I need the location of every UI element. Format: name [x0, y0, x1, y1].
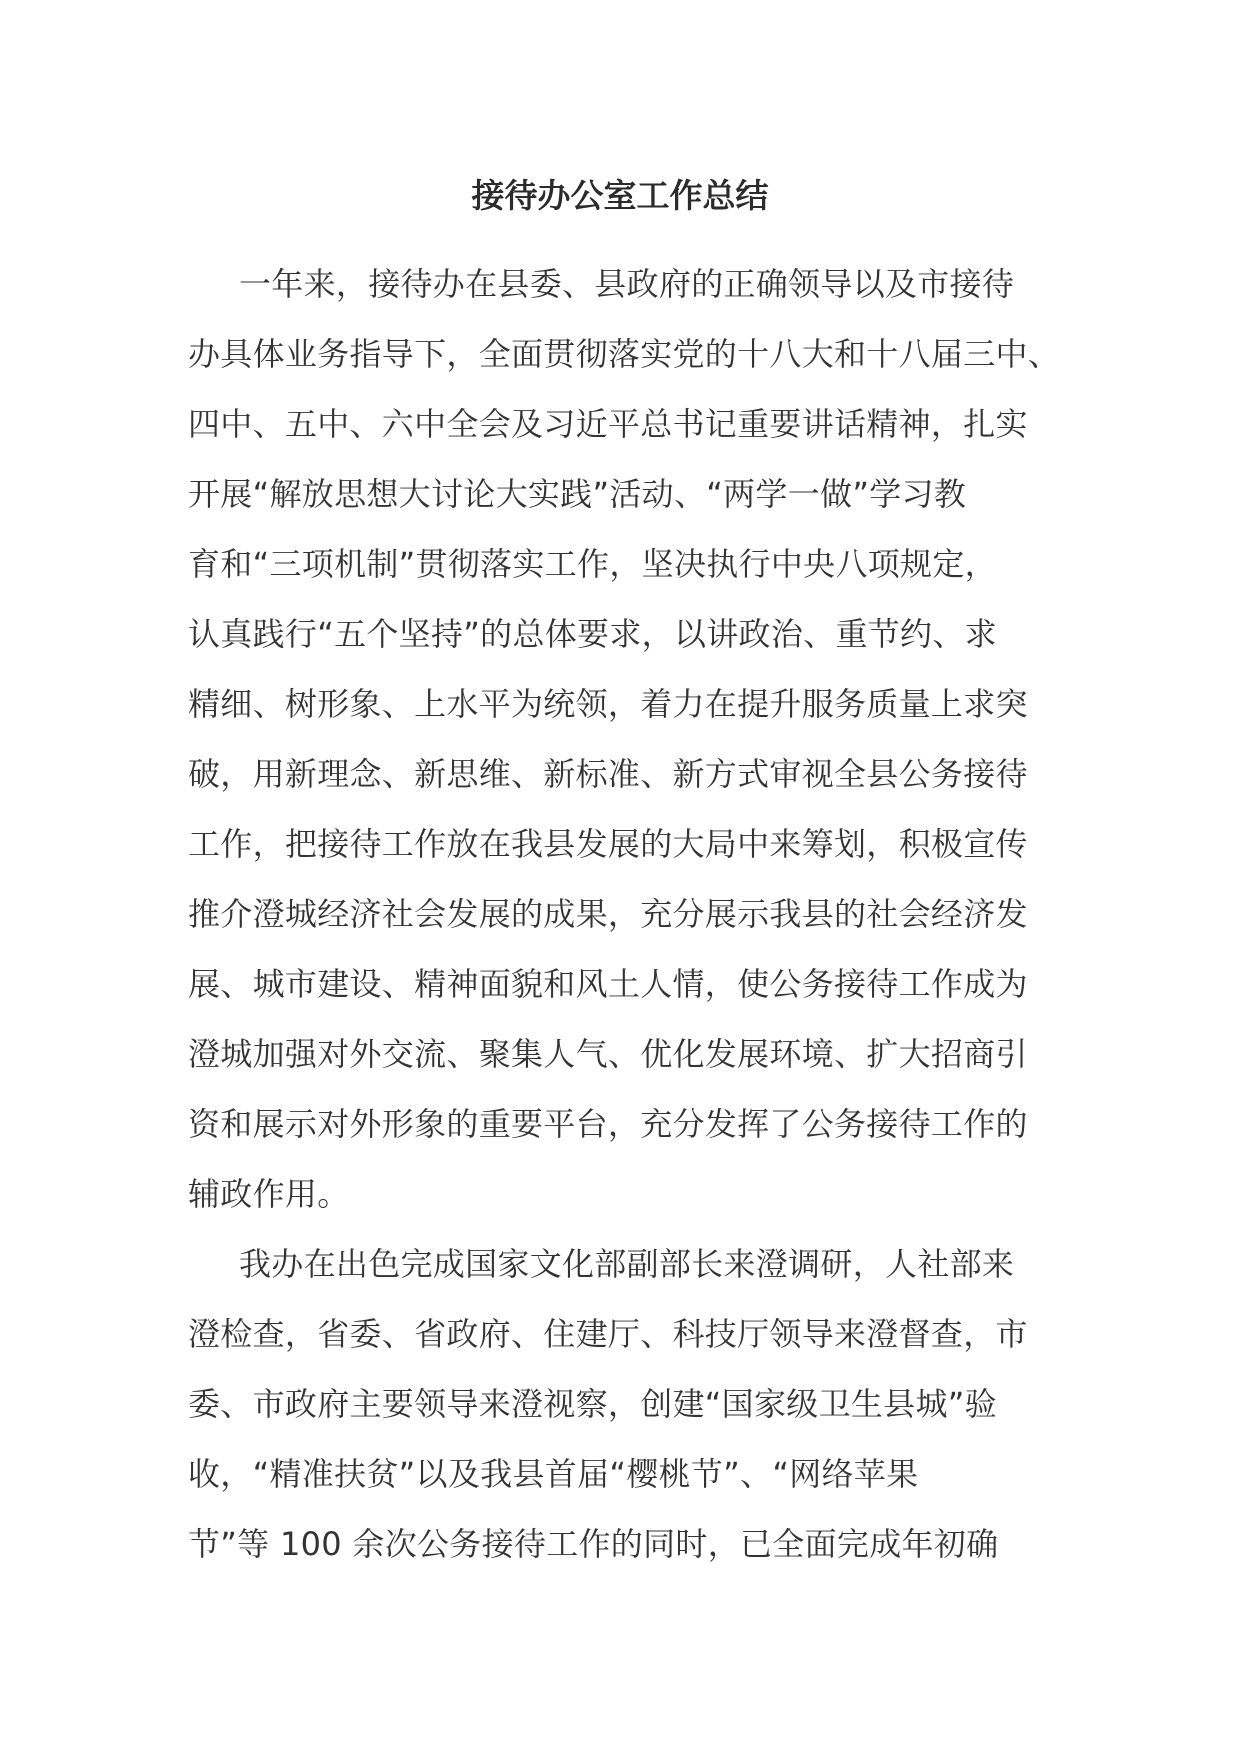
paragraph-1 [188, 254, 1061, 1234]
text-line: 四中、五中、六中全会及习近平总书记重要讲话精神，扎实 [188, 405, 1028, 443]
text-line: 一年来，接待办在县委、县政府的正确领导以及市接待 [239, 265, 1015, 303]
text-line: 节”等 100 余次公务接待工作的同时，已全面完成年初确 [188, 1525, 999, 1563]
text-line: 认真践行“五个坚持”的总体要求，以讲政治、重节约、求 [188, 615, 997, 653]
paragraph-2 [188, 1234, 1058, 1584]
text-line: 收，“精准扶贫”以及我县首届“樱桃节”、“网络苹果 [188, 1455, 919, 1493]
text-line: 开展“解放思想大讨论大实践”活动、“两学一做”学习教 [188, 475, 967, 513]
text-line: 资和展示对外形象的重要平台，充分发挥了公务接待工作的 [188, 1105, 1028, 1143]
document-body [188, 254, 1061, 1584]
text-line: 澄检查，省委、省政府、住建厅、科技厅领导来澄督查，市 [188, 1315, 1028, 1353]
text-line: 辅政作用。 [188, 1175, 350, 1213]
document-title: 接待办公室工作总结 [471, 176, 769, 215]
text-line: 精细、树形象、上水平为统领，着力在提升服务质量上求突 [188, 685, 1028, 723]
text-line: 育和“三项机制”贯彻落实工作，坚决执行中央八项规定， [188, 545, 997, 583]
text-line: 澄城加强对外交流、聚集人气、优化发展环境、扩大招商引 [188, 1035, 1028, 1073]
text-line: 我办在出色完成国家文化部副部长来澄调研，人社部来 [239, 1245, 1015, 1283]
text-line: 展、城市建设、精神面貌和风土人情，使公务接待工作成为 [188, 965, 1028, 1003]
text-line: 工作，把接待工作放在我县发展的大局中来筹划，积极宣传 [188, 825, 1028, 863]
text-line: 办具体业务指导下，全面贯彻落实党的十八大和十八届三中、 [188, 335, 1061, 373]
text-line: 委、市政府主要领导来澄视察，创建“国家级卫生县城”验 [188, 1385, 997, 1423]
text-line: 推介澄城经济社会发展的成果，充分展示我县的社会经济发 [188, 895, 1028, 933]
text-line: 破，用新理念、新思维、新标准、新方式审视全县公务接待 [188, 755, 1028, 793]
